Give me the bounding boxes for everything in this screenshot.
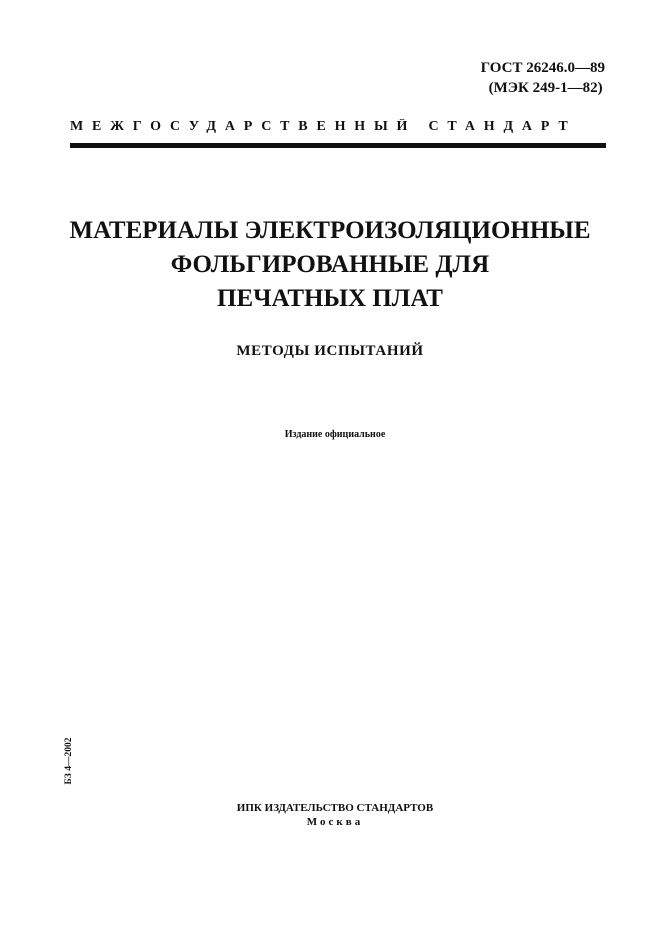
gost-code: ГОСТ 26246.0—89 — [480, 60, 605, 76]
publisher-block — [180, 801, 490, 829]
standard-code-block — [481, 58, 605, 98]
iec-code: (МЭК 249-1—82) — [488, 80, 603, 96]
title-line-3: ПЕЧАТНЫХ ПЛАТ — [217, 285, 443, 312]
title-line-2: ФОЛЬГИРОВАННЫЕ ДЛЯ — [170, 251, 490, 278]
header-divider — [70, 143, 606, 148]
publisher-city: Москва — [306, 816, 364, 828]
interstate-standard-label: МЕЖГОСУДАРСТВЕННЫЙ СТАНДАРТ — [70, 119, 577, 134]
publisher-name: ИПК ИЗДАТЕЛЬСТВО СТАНДАРТОВ — [236, 802, 434, 814]
title-line-1: МАТЕРИАЛЫ ЭЛЕКТРОИЗОЛЯЦИОННЫЕ — [69, 217, 591, 244]
edition-note: Издание официальное — [284, 429, 386, 440]
document-subtitle: МЕТОДЫ ИСПЫТАНИЙ — [236, 343, 424, 359]
document-title — [40, 214, 620, 316]
side-catalog-code: БЗ 4—2002 — [64, 737, 74, 785]
